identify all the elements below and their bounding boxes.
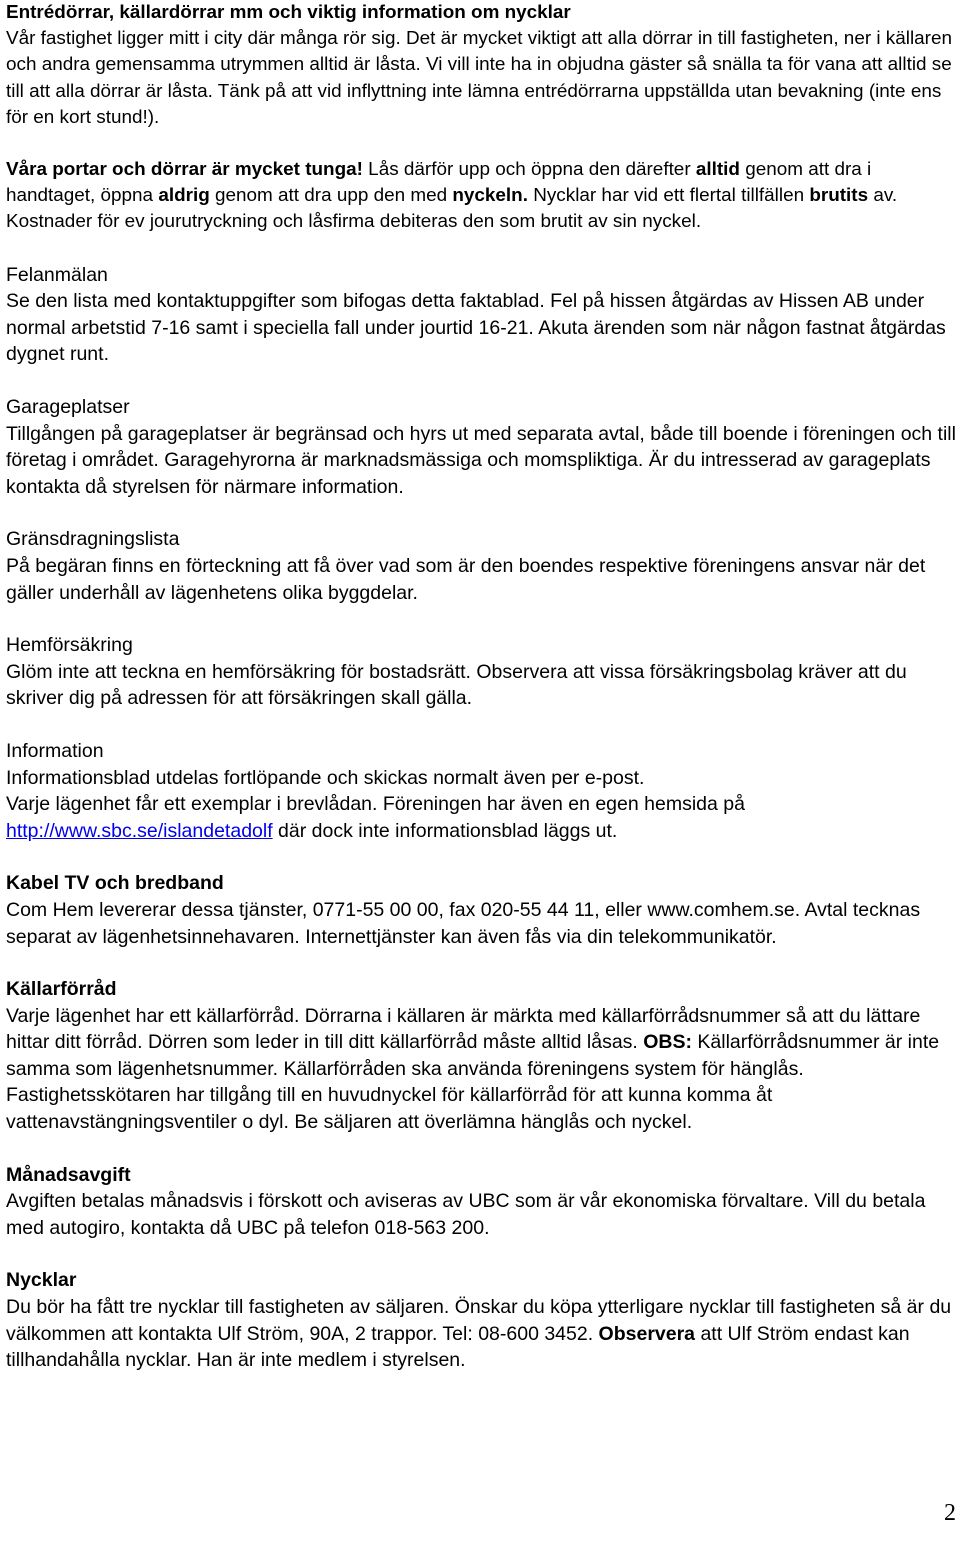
info-line-3 bbox=[6, 818, 956, 845]
section-felanmalan bbox=[6, 262, 956, 368]
section-kallarforrad bbox=[6, 976, 956, 1136]
nycklar-heading: Nycklar bbox=[6, 1269, 77, 1292]
doors-bold-2: aldrig bbox=[158, 185, 210, 207]
doors-text-3: genom att dra upp den med bbox=[209, 185, 453, 207]
kallar-body bbox=[6, 1003, 956, 1136]
felanmalan-body: Se den lista med kontaktuppgifter som bifogas detta faktablad. Fel på hissen åtgärdas av Hissen AB under normal arbetstid 7-16 samt i speciella fall under jourtid 16-21. Akuta ärenden som när någon fastnat åtgärdas dygnet runt. bbox=[6, 290, 946, 366]
section-entrance bbox=[6, 0, 956, 236]
kabel-heading: Kabel TV och bredband bbox=[6, 872, 224, 895]
garage-body: Tillgången på garageplatser är begränsad och hyrs ut med separata avtal, både till boende i föreningen och till företag i området. Garagehyrorna är marknadsmässiga och momspliktiga. Är du intresserad av garageplats kontakta då styrelsen för närmare information. bbox=[6, 422, 956, 498]
nycklar-text-1: Du bör ha fått tre nycklar till fastigheten av säljaren. Önskar du köpa ytterligare nycklar till fastigheten så är du välkommen att kontakta Ulf Ström, 90A, 2 trappor. Tel: 08-600 3452. bbox=[6, 1296, 952, 1345]
info-line-2: Varje lägenhet får ett exemplar i brevlådan. Föreningen har även en egen hemsida på bbox=[6, 793, 745, 816]
nycklar-observera: Observera bbox=[598, 1322, 696, 1345]
kallar-obs: OBS: bbox=[643, 1031, 692, 1054]
homepage-link[interactable]: http://www.sbc.se/islandetadolf bbox=[6, 819, 273, 842]
doors-bold-3: nyckeln. bbox=[452, 185, 528, 207]
kallar-heading: Källarförråd bbox=[6, 978, 117, 1001]
doors-text-2: genom att dra i handtaget, öppna bbox=[6, 159, 872, 207]
entrance-heading: Entrédörrar, källardörrar mm och viktig information om nycklar bbox=[6, 2, 571, 23]
section-manadsavgift bbox=[6, 1162, 956, 1242]
info-heading: Information bbox=[6, 739, 104, 762]
page-number: 2 bbox=[944, 1500, 956, 1526]
section-kabel bbox=[6, 870, 956, 950]
doors-paragraph bbox=[6, 157, 956, 236]
entrance-paragraph: Vår fastighet ligger mitt i city där många rör sig. Det är mycket viktigt att alla dörrar in till fastigheten, ner i källaren och andra gemensamma utrymmen alltid är låsta. Vi vill inte ha in objudna gäster så snälla ta för vana att alltid se till att alla dörrar är låsta. Tänk på att vid inflyttning inte lämna entrédörrarna uppställda utan bevakning (inte ens för en kort stund!). bbox=[6, 28, 952, 128]
manad-heading: Månadsavgift bbox=[6, 1163, 131, 1186]
info-after-link: där dock inte informationsblad läggs ut. bbox=[272, 819, 618, 842]
doors-bold-1: alltid bbox=[695, 159, 740, 181]
hem-body: Glöm inte att teckna en hemförsäkring för bostadsrätt. Observera att vissa försäkringsbolag kräver att du skriver dig på adressen för att försäkringen skall gälla. bbox=[6, 660, 907, 710]
kallar-text-2: Källarförrådsnummer är inte samma som lägenhetsnummer. Källarförråden ska använda föreningens system för hänglås. Fastighetsskötaren har tillgång till en huvudnyckel för källarförråd för att kunna komma åt vattenavstängningsventiler o dyl. Be säljaren att överlämna hänglås och nyckel. bbox=[6, 1031, 940, 1134]
felanmalan-heading: Felanmälan bbox=[6, 263, 108, 286]
garage-heading: Garageplatser bbox=[6, 396, 130, 418]
nycklar-body bbox=[6, 1294, 956, 1374]
kallar-text-1: Varje lägenhet har ett källarförråd. Dörrarna i källaren är märkta med källarförrådsnummer så att du lättare hittar ditt förråd. Dörren som leder in till ditt källarförråd måste alltid låsas. bbox=[6, 1004, 921, 1054]
info-line-1: Informationsblad utdelas fortlöpande och skickas normalt även per e-post. bbox=[6, 766, 645, 789]
section-garage bbox=[6, 394, 956, 500]
kabel-body: Com Hem levererar dessa tjänster, 0771-55 00 00, fax 020-55 44 11, eller www.comhem.se. Avtal tecknas separat av lägenhetsinnehavaren. Internettjänster kan även fås via din telekommunikatör. bbox=[6, 898, 921, 948]
grans-heading: Gränsdragningslista bbox=[6, 528, 180, 551]
doors-lead: Våra portar och dörrar är mycket tunga! bbox=[6, 159, 363, 181]
doors-text-5: av. Kostnader för ev jourutryckning och låsfirma debiteras den som brutit av sin nyckel. bbox=[6, 185, 898, 233]
section-information bbox=[6, 738, 956, 844]
nycklar-text-2: att Ulf Ström endast kan tillhandahålla nycklar. Han är inte medlem i styrelsen. bbox=[6, 1322, 910, 1372]
doors-text-4: Nycklar har vid ett flertal tillfällen bbox=[527, 185, 810, 207]
manad-body: Avgiften betalas månadsvis i förskott och aviseras av UBC som är vår ekonomiska förvaltare. Vill du betala med autogiro, kontakta då UBC på telefon 018-563 200. bbox=[6, 1190, 926, 1239]
doors-text-1: Lås därför upp och öppna den därefter bbox=[362, 159, 696, 181]
section-hemforsakring bbox=[6, 632, 956, 712]
grans-body: På begäran finns en förteckning att få över vad som är den boendes respektive föreningens ansvar när det gäller underhåll av lägenhetens olika byggdelar. bbox=[6, 554, 926, 604]
document-page bbox=[6, 0, 956, 1374]
section-nycklar bbox=[6, 1267, 956, 1373]
hem-heading: Hemförsäkring bbox=[6, 634, 133, 657]
doors-bold-4: brutits bbox=[809, 185, 869, 207]
section-gransdragning bbox=[6, 526, 956, 606]
